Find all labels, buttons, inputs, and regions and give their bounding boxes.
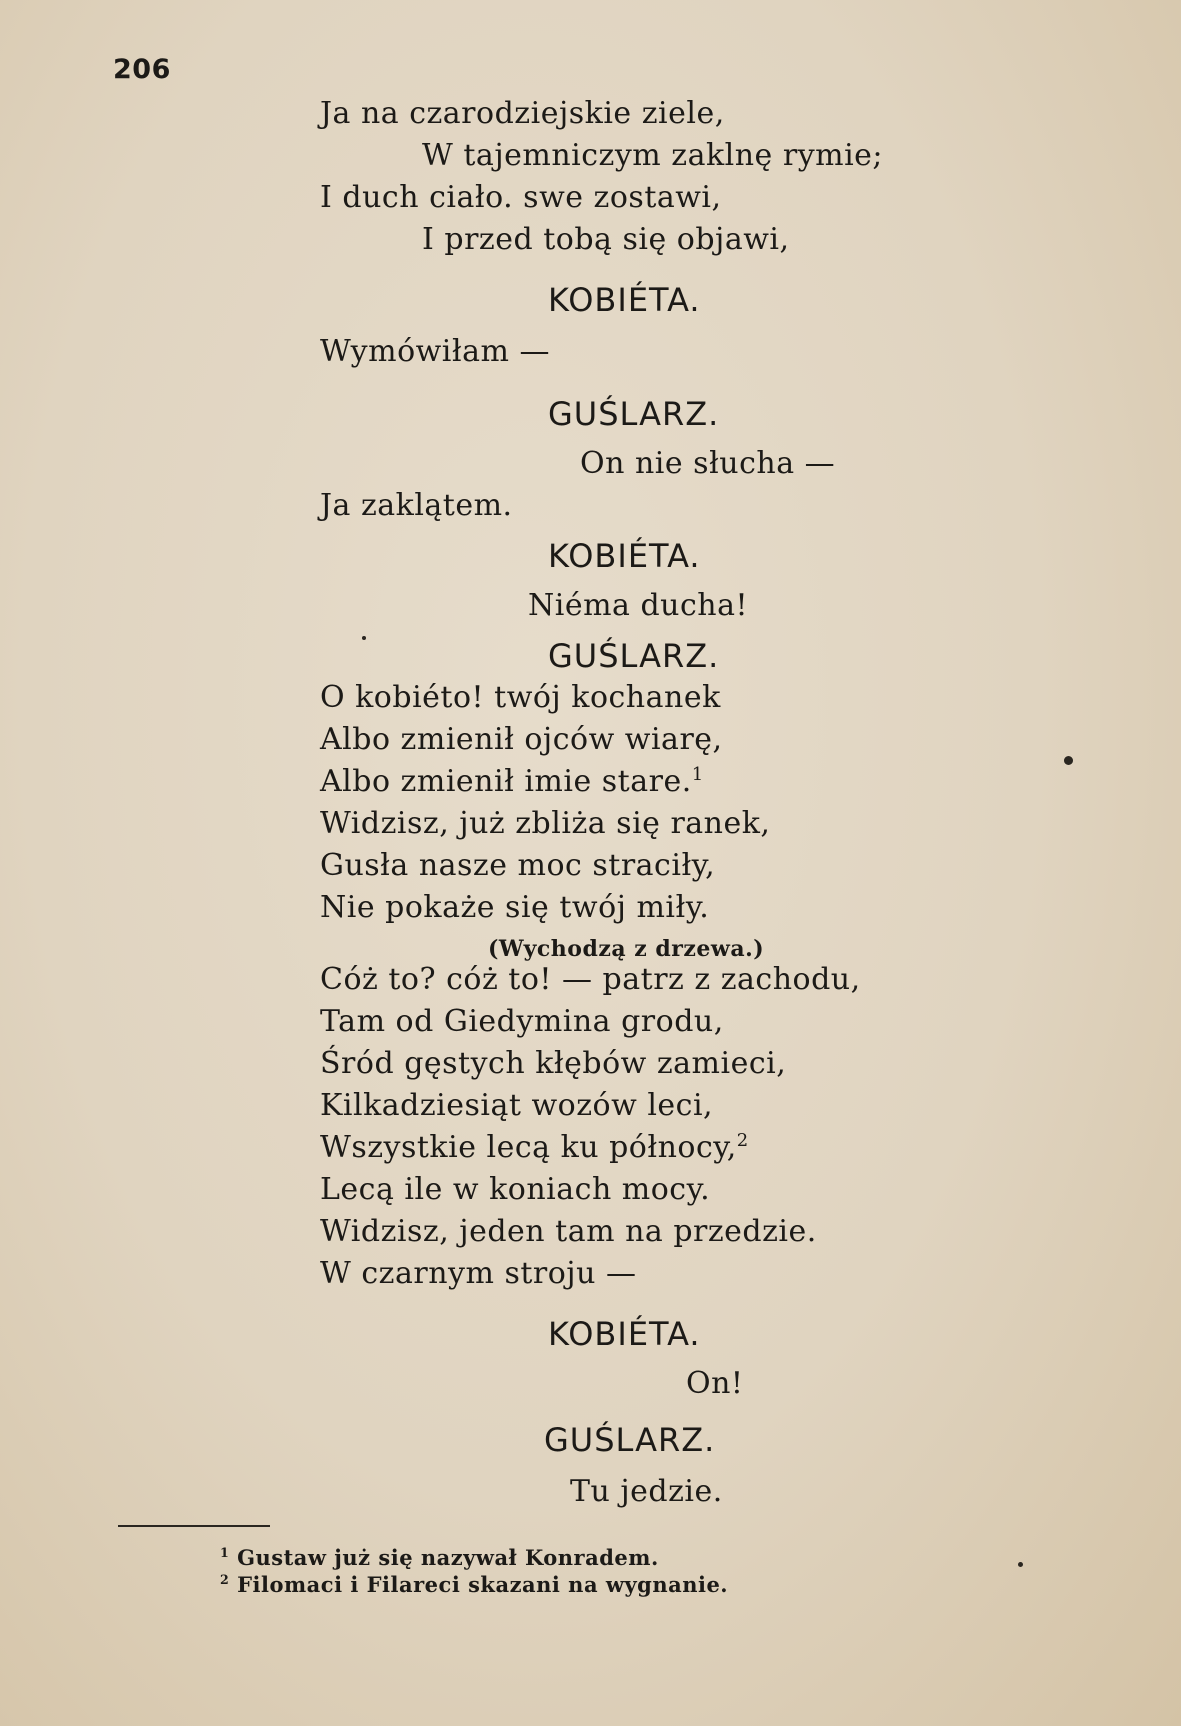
footnote-rule [118, 1525, 270, 1527]
verse-line: Niéma ducha! [528, 588, 749, 623]
speaker-name: KOBIÉTA. [548, 537, 701, 575]
verse-line: Albo zmienił imie stare.$^1$ [320, 764, 704, 799]
verse-line: W czarnym stroju — [320, 1256, 637, 1291]
speaker-name: KOBIÉTA. [548, 1315, 701, 1353]
verse-line: Tam od Giedymina grodu, [320, 1004, 724, 1039]
footnote-ref: 1 [691, 764, 704, 785]
speaker-name: GUŚLARZ. [548, 395, 720, 433]
page-number: 206 [113, 54, 171, 85]
speaker-name: GUŚLARZ. [544, 1421, 716, 1459]
verse-line: I przed tobą się objawi, [422, 222, 790, 257]
ink-spot [1064, 756, 1073, 765]
ink-spot [1018, 1562, 1023, 1567]
verse-line: Kilkadziesiąt wozów leci, [320, 1088, 714, 1123]
footnote-mark: 2 [220, 1572, 230, 1587]
verse-line: Cóż to? cóż to! — patrz z zachodu, [320, 962, 861, 997]
verse-line: O kobiéto! twój kochanek [320, 680, 721, 715]
verse-line: Widzisz, jeden tam na przedzie. [320, 1214, 817, 1249]
verse-line: Nie pokaże się twój miły. [320, 890, 710, 925]
stage-direction: (Wychodzą z drzewa.) [488, 936, 765, 962]
verse-line: Ja na czarodziejskie ziele, [320, 96, 725, 131]
verse-line: Gusła nasze moc straciły, [320, 848, 716, 883]
verse-line: I duch ciało. swe zostawi, [320, 180, 722, 215]
verse-line: Albo zmienił ojców wiarę, [320, 722, 723, 757]
footnote: $^1$ Gustaw już się nazywał Konradem. [220, 1545, 659, 1570]
verse-line: W tajemniczym zaklnę rymie; [422, 138, 884, 173]
verse-line: Wszystkie lecą ku północy,$^2$ [320, 1130, 749, 1165]
verse-line: On! [686, 1366, 744, 1401]
ink-spot [362, 636, 366, 640]
verse-line: Wymówiłam — [320, 334, 551, 369]
speaker-name: KOBIÉTA. [548, 281, 701, 319]
verse-line: Śród gęstych kłębów zamieci, [320, 1046, 787, 1081]
speaker-name: GUŚLARZ. [548, 637, 720, 675]
footnote-ref: 2 [736, 1130, 749, 1151]
verse-line: Lecą ile w koniach mocy. [320, 1172, 711, 1207]
verse-line: On nie słucha — [580, 446, 836, 481]
verse-line: Widzisz, już zbliża się ranek, [320, 806, 771, 841]
verse-line: Tu jedzie. [570, 1474, 723, 1509]
footnote: $^2$ Filomaci i Filareci skazani na wygnanie. [220, 1572, 729, 1597]
verse-line: Ja zaklątem. [320, 488, 513, 523]
footnote-mark: 1 [220, 1545, 230, 1560]
